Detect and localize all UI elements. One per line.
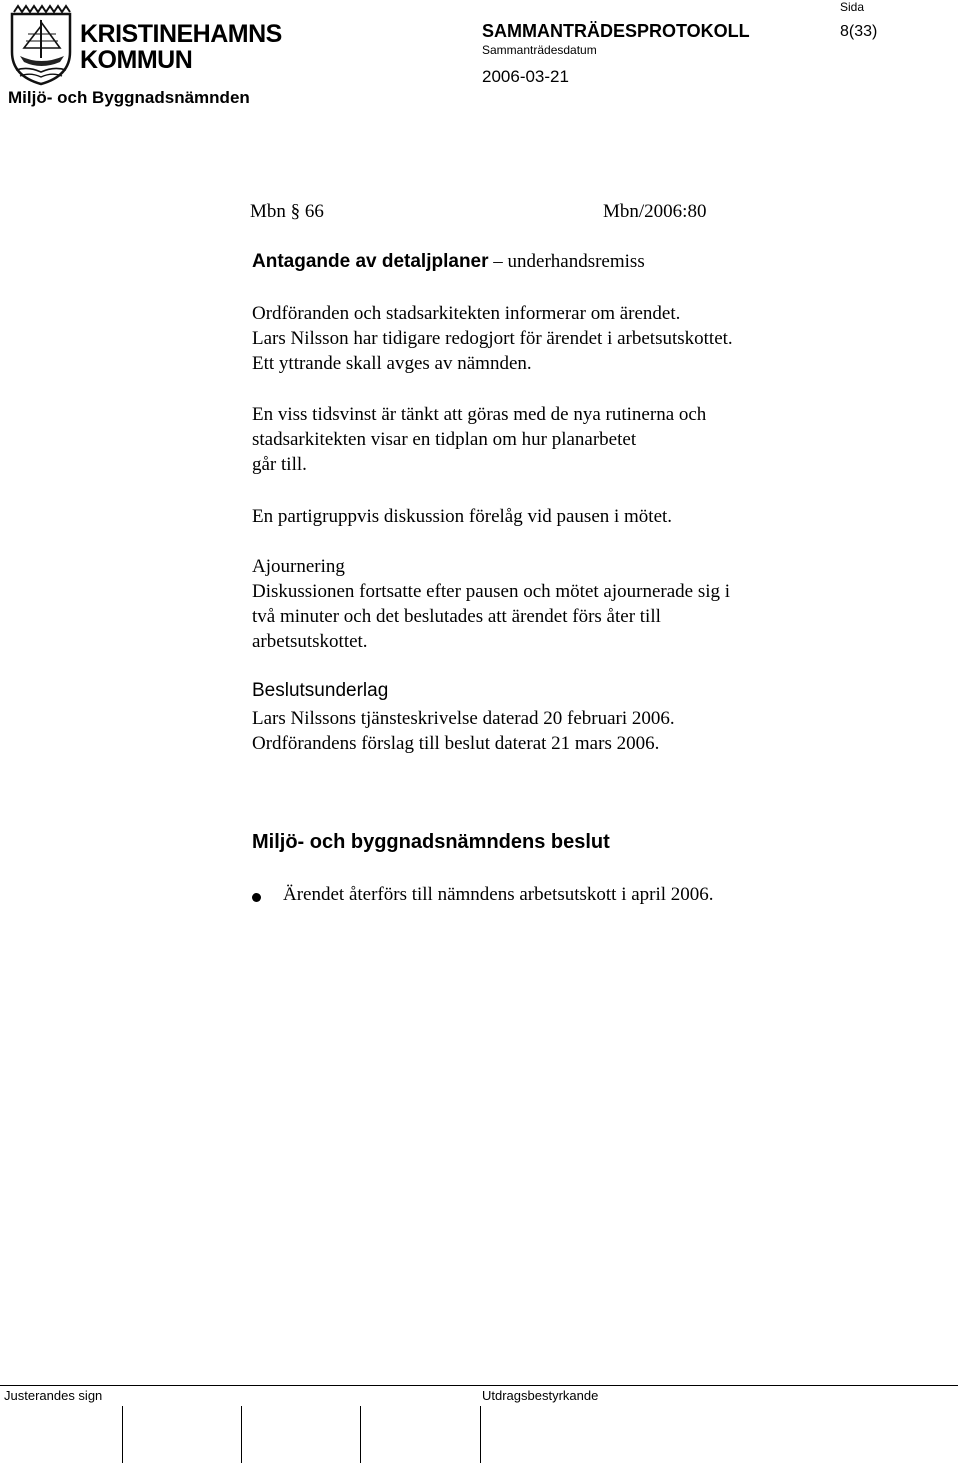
matter-heading-title: Antagande av detaljplaner	[252, 251, 489, 272]
text-line: Ett yttrande skall avges av nämnden.	[252, 353, 532, 374]
paragraph-discussion	[252, 504, 672, 529]
decision-item: Ärendet återförs till nämndens arbetsutskott i april 2006.	[283, 884, 714, 905]
paragraph-info	[252, 301, 733, 376]
meeting-date: 2006-03-21	[482, 67, 569, 86]
signature-box-divider	[360, 1406, 361, 1463]
logo-text-line2: KOMMUN	[80, 46, 193, 74]
text-line: En viss tidsvinst är tänkt att göras med de nya rutinerna och	[252, 404, 707, 425]
bullet-icon	[252, 893, 261, 902]
text-line: Lars Nilsson har tidigare redogjort för ärendet i arbetsutskottet.	[252, 328, 733, 349]
signature-box-divider	[480, 1406, 481, 1463]
page-label: Sida	[840, 0, 865, 14]
decision-heading: Miljö- och byggnadsnämndens beslut	[252, 831, 610, 853]
adjournment-heading: Ajournering	[252, 556, 345, 577]
meeting-date-label: Sammanträdesdatum	[482, 43, 597, 57]
document-type: SAMMANTRÄDESPROTOKOLL	[482, 21, 750, 41]
text-line: Ordföranden och stadsarkitekten informerar om ärendet.	[252, 303, 681, 324]
page-number: 8(33)	[840, 23, 878, 40]
municipality-logo	[8, 4, 74, 86]
text-line: Diskussionen fortsatte efter pausen och mötet ajournerade sig i	[252, 581, 731, 602]
footer-divider	[0, 1385, 958, 1386]
text-line: två minuter och det beslutades att ärendet förs åter till	[252, 606, 661, 627]
extract-certification-label: Utdragsbestyrkande	[482, 1388, 599, 1403]
text-line: En partigruppvis diskussion förelåg vid pausen i mötet.	[252, 506, 673, 527]
signature-box-divider	[122, 1406, 123, 1463]
matter-heading-subtitle: – underhandsremiss	[488, 251, 645, 272]
paragraph-basis	[252, 706, 675, 756]
text-line: Lars Nilssons tjänsteskrivelse daterad 20 februari 2006.	[252, 708, 675, 729]
paragraph-timeline	[252, 402, 706, 477]
signature-box-divider	[241, 1406, 242, 1463]
logo-text-line1: KRISTINEHAMNS	[80, 20, 282, 48]
text-line: Ordförandens förslag till beslut daterat 21 mars 2006.	[252, 733, 660, 754]
text-line: går till.	[252, 454, 307, 475]
matter-heading	[252, 251, 645, 273]
paragraph-adjournment	[252, 579, 730, 654]
committee-name: Miljö- och Byggnadsnämnden	[8, 88, 250, 107]
text-line: arbetsutskottet.	[252, 631, 368, 652]
text-line: stadsarkitekten visar en tidplan om hur planarbetet	[252, 429, 637, 450]
case-number: Mbn/2006:80	[603, 201, 707, 222]
signature-label: Justerandes sign	[4, 1388, 103, 1403]
basis-heading: Beslutsunderlag	[252, 680, 389, 701]
paragraph-number: Mbn § 66	[250, 201, 324, 222]
